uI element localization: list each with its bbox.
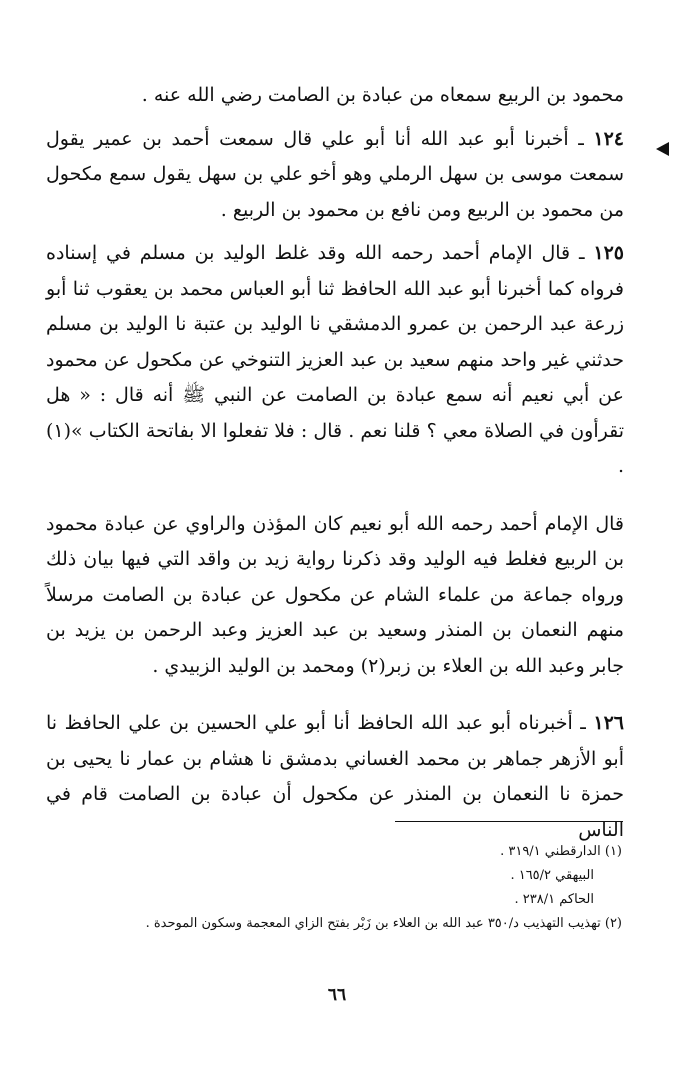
paragraph-124-text: ـ أخبرنا أبو عبد الله أنا أبو علي قال سمعت أحمد بن عمير يقول سمعت موسى بن سهل الرملي وهو أخو علي بن سهل يقول سمع مكحول من محمود بن الربيع ومن نافع بن محمود بن الربيع . [46,127,624,221]
paragraph-126 [46,706,624,848]
paragraph-1 [46,78,624,114]
page-number: ٦٦ [327,985,347,1005]
footnote-divider [395,821,623,822]
paragraph-imam-comment [46,507,624,685]
paragraph-125-text: ـ قال الإمام أحمد رحمه الله وقد غلط الوليد بن مسلم في إسناده فرواه كما أخبرنا أبو عبد الله الحافظ ثنا أبو العباس محمد بن يعقوب ثنا أبو زرعة عبد الرحمن بن عمرو الدمشقي نا الوليد بن عتبة نا الوليد بن مسلم حدثني غير واحد منهم سعيد بن عبد العزيز التنوخي عن مكحول عن محمود عن أبي نعيم أنه سمع عبادة بن الصامت عن النبي ﷺ أنه قال : « هل تقرأون في الصلاة معي ؟ قلنا نعم . قال : فلا تفعلوا الا بفاتحة الكتاب »(١) . [46,242,624,477]
paragraph-124 [46,122,624,229]
margin-marker-triangle-icon [656,142,669,156]
paragraph-125-number: ١٢٥ [593,242,624,264]
footnote-2: (٢) تهذيب التهذيب د/٣٥٠ عبد الله بن العلاء بن زَبْر بفتح الزاي المعجمة وسكون الموحدة . [145,916,622,931]
footnotes [80,840,622,936]
paragraph-1-text: محمود بن الربيع سمعاه من عبادة بن الصامت رضي الله عنه . [141,84,624,106]
footnote-1-line-3: الحاكم ٢٣٨/١ . [514,892,594,907]
footnote-1-line-2: البيهقي ١٦٥/٢ . [510,868,594,883]
paragraph-imam-comment-text: قال الإمام أحمد رحمه الله أبو نعيم كان المؤذن والراوي عن عبادة محمود بن الربيع فغلط فيه الوليد وقد ذكرنا رواية زيد بن واقد التي فيها بيان ذلك ورواه جماعة من علماء الشام عن مكحول عن عبادة بن الصامت مرسلاً منهم النعمان بن المنذر وسعيد بن عبد العزيز وعبد الرحمن بن يزيد بن جابر وعبد الله بن العلاء بن زبر(٢) ومحمد بن الوليد الزبيدي . [46,512,624,677]
paragraph-126-text: ـ أخبرناه أبو عبد الله الحافظ أنا أبو علي الحسين بن علي الحافظ نا أبو الأزهر جماهر بن محمد الغساني بدمشق نا هشام بن عمار نا يحيى بن حمزة نا النعمان بن المنذر عن مكحول أن عبادة بن الصامت قام في الناس [46,712,624,841]
main-text [46,78,624,848]
footnote-1: (١) الدارقطني ٣١٩/١ . [500,844,622,859]
paragraph-126-number: ١٢٦ [593,712,624,734]
paragraph-125 [46,236,624,485]
paragraph-124-number: ١٢٤ [593,127,624,150]
